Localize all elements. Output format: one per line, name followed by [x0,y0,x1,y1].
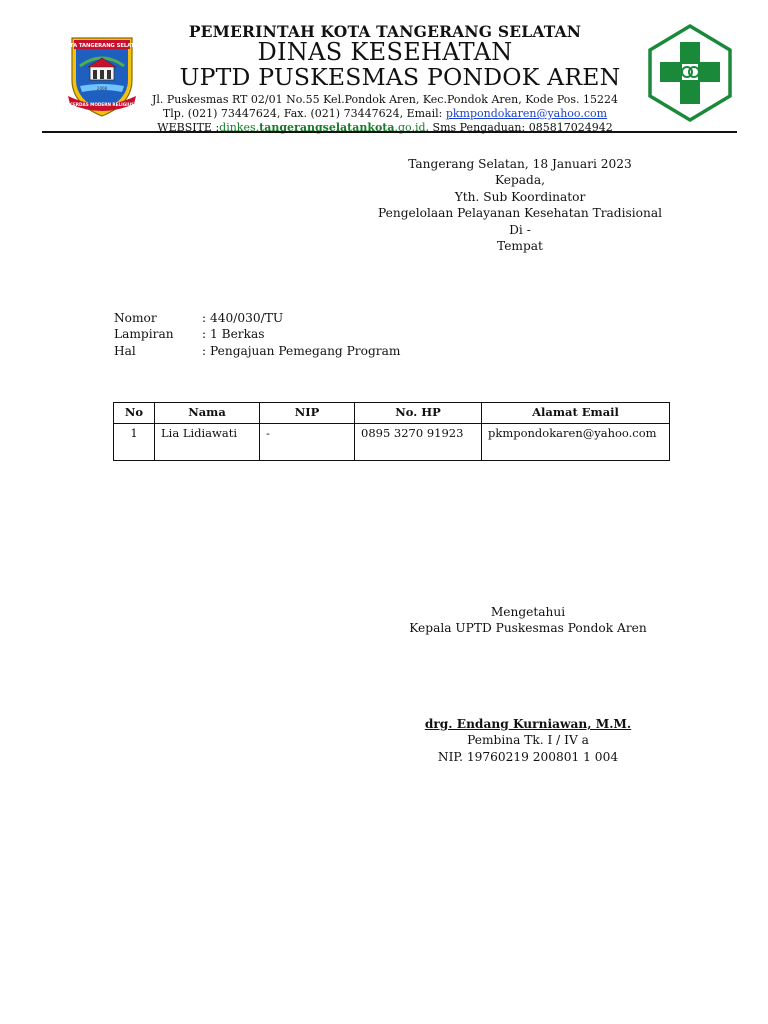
letterhead-contact [150,93,620,135]
program-holder-table [113,402,670,461]
website-label: WEBSITE : [157,121,220,134]
header-nama: Nama [155,403,260,424]
signer-block [360,716,696,765]
recipient-yth: Yth. Sub Koordinator [454,189,586,204]
letterhead-divider [42,131,737,133]
sms-complaint: , Sms Pengaduan: 085817024942 [425,121,613,134]
signer-rank: Pembina Tk. I / IV a [467,733,589,748]
cell-email: pkmpondokaren@yahoo.com [482,424,670,461]
phone-email-line [150,107,620,121]
reference-nomor: Nomor : 440/030/TU [114,311,284,325]
signer-nip: NIP. 19760219 200801 1 004 [437,749,619,764]
acknowledged-label: Mengetahui [490,605,566,619]
recipient-unit: Pengelolaan Pelayanan Kesehatan Tradisional [377,206,663,221]
header-no-hp: No. HP [355,403,482,424]
header-no: No [114,403,155,424]
city-emblem-logo [61,36,143,118]
recipient-block [360,156,680,254]
cell-nip: - [260,424,355,461]
emblem-top-text: KOTA TANGERANG SELATAN [61,43,143,49]
phone-fax: Tlp. (021) 73447624, Fax. (021) 73447624, Email: [162,107,446,120]
letter-date: Tangerang Selatan, 18 Januari 2023 [408,157,632,171]
letterhead-government: PEMERINTAH KOTA TANGERANG SELATAN [188,22,582,41]
cell-nama: Lia Lidiawati [155,424,260,461]
recipient-place: Tempat [497,239,543,254]
signer-title: Kepala UPTD Puskesmas Pondok Aren [409,621,647,636]
letterhead-department: DINAS KESEHATAN [257,38,513,66]
recipient-di: Di - [509,222,531,237]
emblem-motto-text: CERDAS MODERN RELIGIUS [69,102,135,107]
signer-name: drg. Endang Kurniawan, M.M. [424,717,632,731]
header-nip: NIP [260,403,355,424]
letter-reference [114,310,400,359]
website-link[interactable]: dinkes.tangerangselatankota.go.id [219,121,426,134]
acknowledgement-block [360,604,696,637]
cell-no-hp: 0895 3270 91923 [355,424,482,461]
table-header-row [114,403,670,424]
address-line: Jl. Puskesmas RT 02/01 No.55 Kel.Pondok Aren, Kec.Pondok Aren, Kode Pos. 15224 [151,93,619,106]
recipient-to: Kepada, [495,173,545,188]
table-row [114,424,670,461]
puskesmas-logo [648,24,732,122]
cell-no: 1 [114,424,155,461]
reference-lampiran: Lampiran : 1 Berkas [114,327,265,342]
header-email: Alamat Email [482,403,670,424]
email-link[interactable]: pkmpondokaren@yahoo.com [445,107,608,120]
letterhead-institution: UPTD PUSKESMAS PONDOK AREN [179,63,621,91]
reference-hal: Hal : Pengajuan Pemegang Program [114,343,401,358]
emblem-year-text: 2008 [96,86,108,91]
